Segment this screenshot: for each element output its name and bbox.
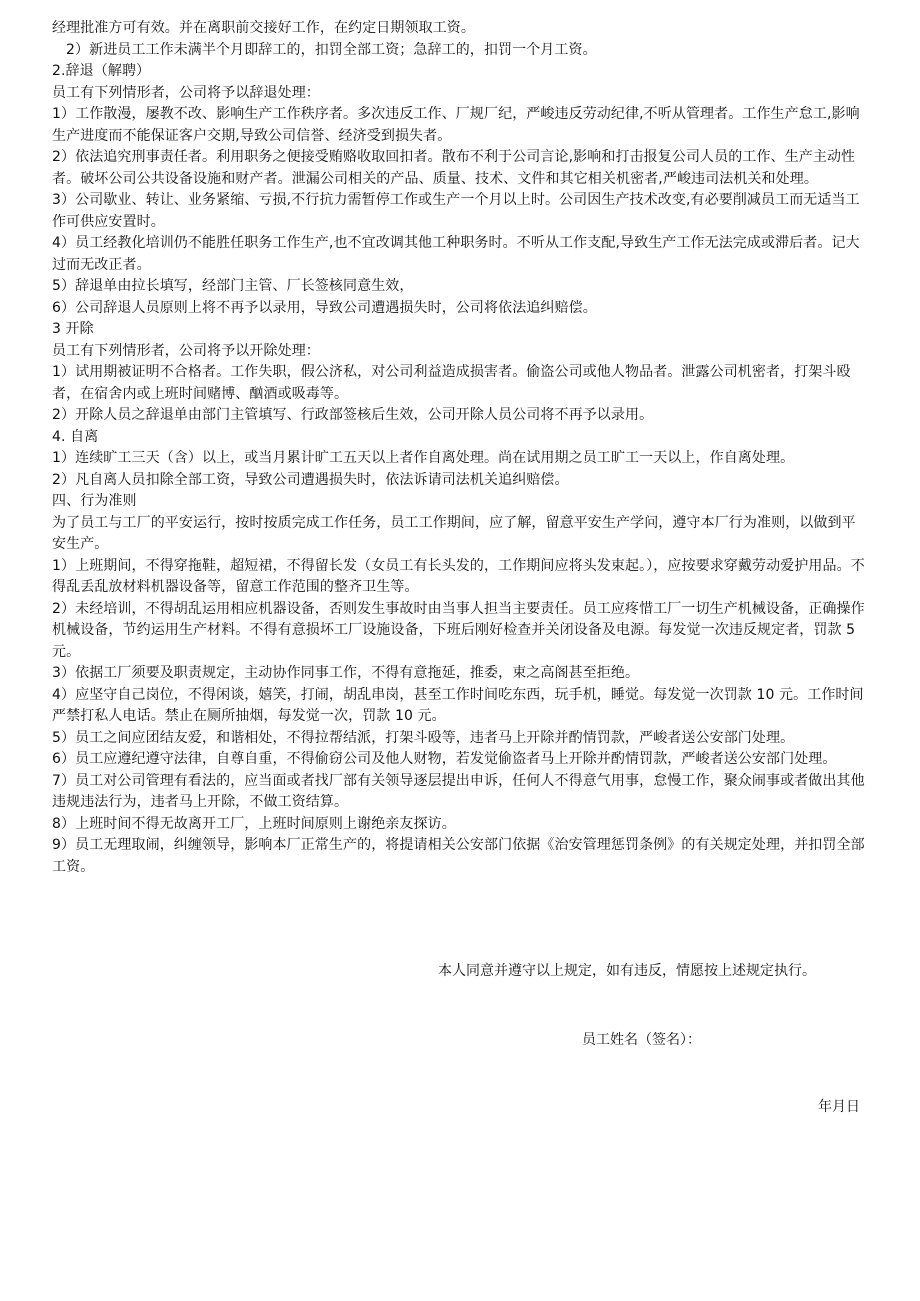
text-line: 5）员工之间应团结友爱，和谐相处，不得拉帮结派，打架斗殴等，违者马上开除并酌情罚款，严峻者送公安部门处理。 (52, 729, 795, 746)
text-line: 2）新进员工工作未满半个月即辞工的，扣罚全部工资；急辞工的，扣罚一个月工资。 (66, 41, 597, 58)
text-line: 6）公司辞退人员原则上将不再予以录用，导致公司遭遇损失时，公司将依法追纠赔偿。 (52, 299, 597, 316)
text-line: 2）开除人员之辞退单由部门主管填写、行政部签核后生效，公司开除人员公司将不再予以录用。 (52, 407, 654, 423)
text-line: 9）员工无理取闹，纠缠领导，影响本厂正常生产的，将提请相关公安部门依据《治安管理惩罚条例》的有关规定处理，并扣罚全部工资。 (52, 837, 865, 875)
text-line: 为了员工与工厂的平安运行，按时按质完成工作任务，员工工作期间，应了解，留意平安生产学问，遵守本厂行为准则，以做到平安生产。 (52, 514, 856, 552)
text-line: 2）凡自离人员扣除全部工资，导致公司遭遇损失时，依法诉请司法机关追纠赔偿。 (52, 471, 569, 488)
text-line: 1）连续旷工三天（含）以上，或当月累计旷工五天以上者作自离处理。尚在试用期之员工旷工一天以上，作自离处理。 (52, 450, 795, 466)
text-line: 2）依法追究刑事责任者。利用职务之便接受贿赂收取回扣者。散布不利于公司言论,影响和打击报复公司人员的工作、生产主动性者。破坏公司公共设备设施和财产者。泄漏公司相关的产品、质量、技术、文件和其它相关机密者,严峻违司法机关和处理。 (52, 149, 856, 187)
text-line: 员工有下列情形者，公司将予以辞退处理： (52, 84, 320, 101)
text-line: 1）试用期被证明不合格者。工作失职，假公济私，对公司利益造成损害者。偷盗公司或他人物品者。泄露公司机密者，打架斗殴者，在宿舍内或上班时间赌博、酗酒或吸毒等。 (52, 364, 851, 402)
text-line: 1）上班期间，不得穿拖鞋，超短裙，不得留长发（女员工有长头发的，工作期间应将头发束起。），应按要求穿戴劳动爱护用品。不得乱丢乱放材料机器设备等，留意工作范围的整齐卫生等。 (52, 557, 865, 595)
text-line: 5）辞退单由拉长填写，经部门主管、厂长签核同意生效， (52, 278, 414, 294)
section-heading: 3 开除 (52, 321, 94, 337)
section-heading: 四、行为准则 (52, 493, 137, 509)
text-line: 6）员工应遵纪遵守法律，自尊自重，不得偷窃公司及他人财物，若发觉偷盗者马上开除并酌情罚款，严峻者送公安部门处理。 (52, 751, 837, 767)
section-heading: 2.辞退（解聘） (52, 63, 151, 79)
text-line: 4）应坚守自己岗位，不得闲谈，嬉笑，打闹，胡乱串岗，甚至工作时间吃东西，玩手机，睡觉。每发觉一次罚款 10 元。工作时间严禁打私人电话。禁止在厕所抽烟，每发觉一次，罚款 10 元。 (52, 686, 864, 724)
text-line: 经理批准方可有效。并在离职前交接好工作，在约定日期领取工资。 (52, 20, 475, 36)
text-line: 4）员工经教化培训仍不能胜任职务工作生产,也不宜改调其他工种职务时。不听从工作支配,导致生产工作无法完成或滞后者。记大过而无改正者。 (52, 235, 860, 273)
text-line: 1）工作散漫，屡教不改、影响生产工作秩序者。多次违反工作、厂规厂纪，严峻违反劳动纪律,不听从管理者。工作生产怠工,影响生产进度而不能保证客户交期,导致公司信誉、经济受到损失者。 (52, 106, 860, 144)
text-line: 7）员工对公司管理有看法的，应当面或者找厂部有关领导逐层提出申诉，任何人不得意气用事，怠慢工作，聚众闹事或者做出其他违规违法行为，违者马上开除，不做工资结算。 (52, 772, 865, 810)
agreement-statement: 本人同意并遵守以上规定，如有违反，情愿按上述规定执行。 (438, 963, 816, 979)
text-line: 8）上班时间不得无故离开工厂，上班时间原则上谢绝亲友探访。 (52, 815, 456, 832)
text-line: 3）公司歇业、转让、业务紧缩、亏损,不行抗力需暂停工作或生产一个月以上时。公司因生产技术改变,有必要削减员工而无适当工作可供应安置时。 (52, 192, 860, 230)
signature-label: 员工姓名（签名）： (582, 1032, 701, 1048)
text-line: 2）未经培训，不得胡乱运用相应机器设备，否则发生事故时由当事人担当主要责任。员工应疼惜工厂一切生产机械设备，正确操作机械设备，节约运用生产材料。不得有意损坏工厂设施设备，下班后刚好检查并关闭设备及电源。每发觉一次违反规定者，罚款 5 元。 (52, 600, 865, 660)
text-line: 3）依据工厂须要及职责规定，主动协作同事工作，不得有意拖延，推委，束之高阁甚至拒绝。 (52, 665, 640, 681)
document-body (52, 18, 868, 878)
date-label: 年月日 (818, 1099, 860, 1115)
text-line: 员工有下列情形者，公司将予以开除处理： (52, 342, 320, 359)
section-heading: 4. 自离 (52, 428, 99, 445)
